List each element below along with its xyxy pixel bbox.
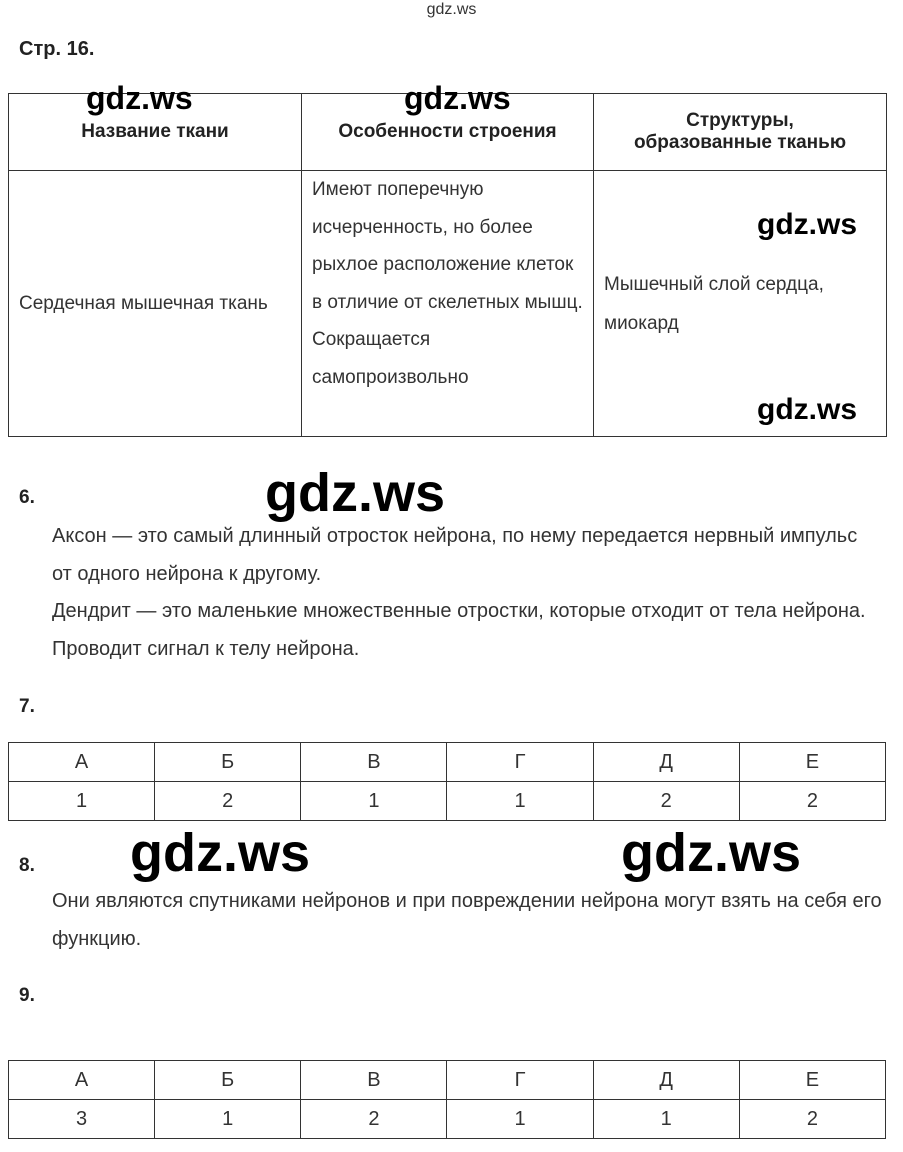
task-6-number: 6.: [19, 487, 35, 508]
watermark: gdz.ws: [757, 393, 858, 426]
task-7-value-cell: 2: [155, 782, 301, 821]
watermark: gdz.ws: [757, 208, 858, 241]
task-9-value-cell: 1: [593, 1100, 739, 1139]
header-tissue-name: Название ткани: [9, 94, 302, 171]
header-structure-features: Особенности строения: [302, 94, 594, 171]
task-9-header-cell: Г: [447, 1061, 593, 1100]
task-7-header-cell: Б: [155, 743, 301, 782]
header-formed-structures: [594, 94, 887, 171]
task-8-number: 8.: [19, 855, 35, 876]
task-9-header-cell: Е: [739, 1061, 885, 1100]
task-6-dendrite-text: Дендрит — это маленькие множественные отростки, которые отходит от тела нейрона. Проводит сигнал к телу нейрона.: [52, 600, 866, 660]
task-7-header-cell: Г: [447, 743, 593, 782]
tissue-table: [8, 93, 887, 437]
task-7-value-cell: 1: [9, 782, 155, 821]
task-9-value-cell: 2: [301, 1100, 447, 1139]
cell-features: Имеют поперечную исчерченность, но более рыхлое расположение клеток в отличие от скелетных мышц. Сокращается самопроизвольно: [302, 171, 594, 437]
task-7-header-row: [9, 743, 886, 782]
task-9-value-cell: 2: [739, 1100, 885, 1139]
task-7-value-cell: 1: [301, 782, 447, 821]
header-formed-structures-line1: Структуры,: [686, 110, 794, 131]
task-9-value-cell: 1: [447, 1100, 593, 1139]
watermark: gdz.ws: [404, 80, 511, 116]
task-8-text: Они являются спутниками нейронов и при повреждении нейрона могут взять на себя его функцию.: [52, 890, 882, 950]
task-9-header-cell: В: [301, 1061, 447, 1100]
task-7-number: 7.: [19, 696, 35, 717]
task-9-header-cell: А: [9, 1061, 155, 1100]
task-7-value-cell: 1: [447, 782, 593, 821]
task-7-header-cell: А: [9, 743, 155, 782]
task-9-header-cell: Б: [155, 1061, 301, 1100]
task-9-number: 9.: [19, 985, 35, 1006]
site-label: gdz.ws: [426, 1, 477, 18]
task-9-value-cell: 3: [9, 1100, 155, 1139]
task-7-value-row: [9, 782, 886, 821]
task-9-table: [8, 1060, 886, 1139]
task-9-header-row: [9, 1061, 886, 1100]
watermark: gdz.ws: [130, 823, 311, 883]
task-9-value-cell: 1: [155, 1100, 301, 1139]
cell-structures: Мышечный слой сердца, миокард: [594, 171, 887, 437]
task-7-table: [8, 742, 886, 821]
cell-tissue-name: Сердечная мышечная ткань: [9, 171, 302, 437]
header-formed-structures-line2: образованные тканью: [633, 132, 847, 153]
task-9-header-cell: Д: [593, 1061, 739, 1100]
table-row: [9, 171, 887, 437]
task-9-value-row: [9, 1100, 886, 1139]
task-7-header-cell: Е: [739, 743, 885, 782]
page-title: Стр. 16.: [19, 38, 95, 60]
watermark: gdz.ws: [265, 463, 446, 523]
watermark: gdz.ws: [86, 80, 193, 116]
task-7-value-cell: 2: [739, 782, 885, 821]
task-7-value-cell: 2: [593, 782, 739, 821]
task-7-header-cell: Д: [593, 743, 739, 782]
task-7-header-cell: В: [301, 743, 447, 782]
watermark: gdz.ws: [621, 823, 802, 883]
task-6-axon-text: Аксон — это самый длинный отросток нейрона, по нему передается нервный импульс от одного нейрона к другому.: [52, 525, 858, 585]
